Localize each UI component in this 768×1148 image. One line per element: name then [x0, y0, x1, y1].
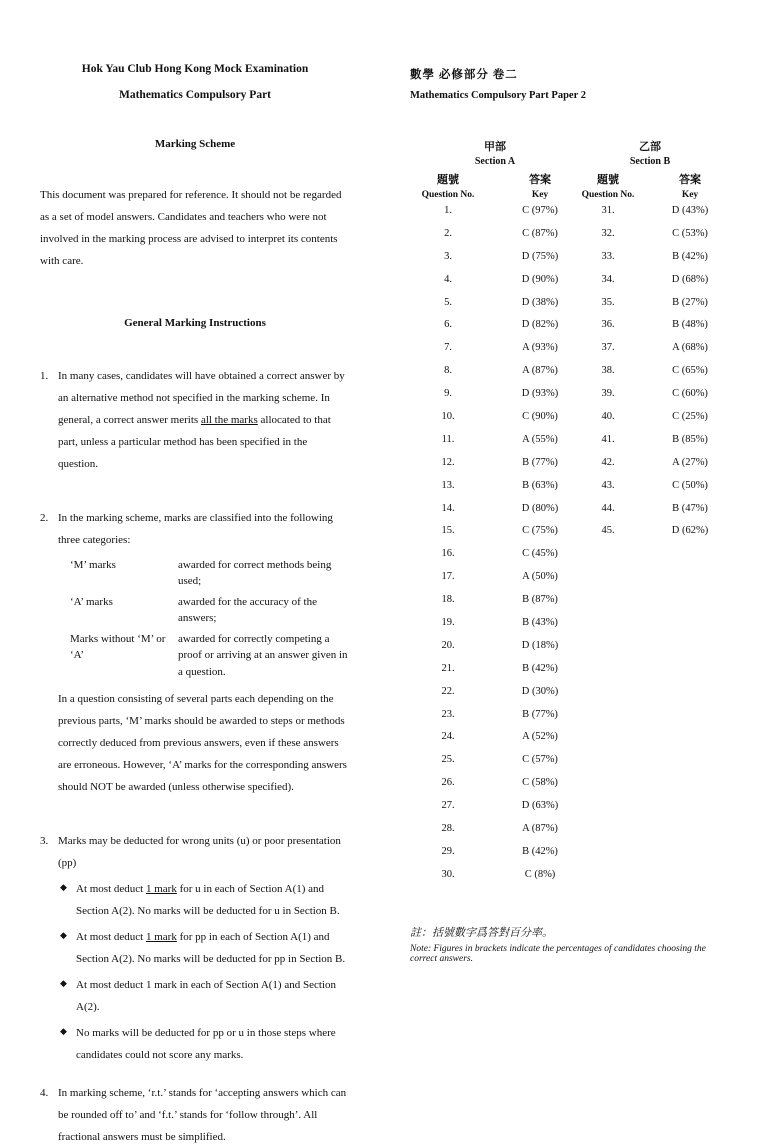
- exam-title: Hok Yau Club Hong Kong Mock Examination: [81, 63, 309, 75]
- answer-key: B (77%): [522, 456, 558, 468]
- answer-key: A (87%): [522, 823, 558, 835]
- question-number: 7.: [444, 342, 452, 354]
- answer-row: [580, 480, 720, 503]
- answer-key: C (97%): [522, 205, 558, 216]
- answer-row: [420, 709, 570, 732]
- mark-category-row: [70, 592, 350, 629]
- answer-row: [420, 434, 570, 457]
- deduction-rules-list: [58, 878, 350, 1066]
- question-number: 39.: [601, 388, 615, 400]
- question-number: 19.: [441, 617, 455, 629]
- question-number: 37.: [601, 342, 615, 354]
- answer-key: D (68%): [671, 273, 709, 285]
- answer-key: D (63%): [521, 800, 559, 812]
- answer-key: D (62%): [671, 525, 709, 537]
- answer-row: [420, 800, 570, 823]
- key-header: [510, 171, 570, 200]
- answer-key: D (82%): [521, 319, 559, 331]
- instruction-text: In many cases, candidates will have obtained a correct answer by an alternative method not specified in the marking scheme. In general, a correct answer merits: [58, 369, 345, 426]
- answer-row: [580, 457, 720, 480]
- answer-row: [420, 869, 570, 892]
- answer-key: C (25%): [672, 411, 708, 423]
- question-number: 12.: [441, 456, 455, 468]
- answer-key: A (27%): [672, 456, 708, 468]
- question-no-header: [420, 171, 476, 200]
- answer-row: [420, 640, 570, 663]
- answer-row: [420, 228, 570, 251]
- answer-key: D (93%): [521, 388, 559, 400]
- instruction-3: [40, 830, 350, 1066]
- question-number: 23.: [441, 708, 455, 720]
- question-number: 9.: [444, 388, 452, 400]
- bullet-icon: ◆: [60, 930, 67, 941]
- answer-key: A (55%): [522, 433, 558, 445]
- instruction-4: [40, 1082, 350, 1148]
- section-b: [580, 138, 720, 548]
- answer-key: C (65%): [672, 365, 708, 377]
- answer-key: B (87%): [522, 594, 558, 606]
- question-number: 2.: [444, 227, 452, 239]
- instruction-number: 4.: [40, 1087, 49, 1100]
- question-number: 20.: [441, 639, 455, 651]
- answer-row: [420, 297, 570, 320]
- answer-row: [580, 297, 720, 320]
- bullet-icon: ◆: [60, 882, 67, 893]
- answer-row: [420, 319, 570, 342]
- answer-row: [580, 434, 720, 457]
- answer-row: [580, 503, 720, 526]
- answer-key: A (87%): [522, 365, 558, 377]
- instruction-number: 3.: [40, 835, 49, 848]
- rule-underlined-text: 1 mark: [145, 931, 177, 944]
- answer-key: C (57%): [522, 754, 558, 766]
- answer-key: C (58%): [522, 777, 558, 789]
- answer-key: D (38%): [521, 296, 559, 308]
- question-number: 41.: [601, 433, 615, 445]
- answer-key: B (42%): [522, 845, 558, 857]
- answer-row: [420, 457, 570, 480]
- question-number: 3.: [444, 250, 452, 262]
- answer-row: [420, 823, 570, 846]
- answer-key: B (85%): [672, 433, 708, 445]
- answer-row: [420, 777, 570, 800]
- question-number: 31.: [601, 205, 615, 216]
- section-b-answers: [580, 205, 720, 548]
- question-number: 18.: [441, 594, 455, 606]
- instruction-number: 2.: [40, 511, 49, 524]
- answer-key: A (93%): [522, 342, 558, 354]
- answer-key: B (48%): [672, 319, 708, 331]
- question-no-header: [580, 171, 636, 200]
- mark-category-name: ‘M’ marks: [70, 558, 116, 571]
- question-no-header-chinese: 題號: [437, 174, 459, 186]
- intro-paragraph: This document was prepared for reference. It should not be regarded as a set of model answers. Candidates and teachers who were not involved in the marking process are advised to interpret its contents with care.: [40, 188, 342, 267]
- question-number: 13.: [441, 479, 455, 491]
- answer-row: [580, 411, 720, 434]
- section-b-heading: Section B: [629, 156, 671, 167]
- question-number: 8.: [444, 365, 452, 377]
- instruction-underlined-text: all the marks: [200, 413, 258, 426]
- question-number: 30.: [441, 868, 455, 880]
- answer-row: [420, 342, 570, 365]
- answer-key: C (53%): [672, 227, 708, 239]
- rule-text: for u in each of Section A(1) and Section A(2). No marks will be deducted for u in Section B.: [76, 883, 340, 918]
- question-number: 27.: [441, 800, 455, 812]
- answer-row: [580, 251, 720, 274]
- question-number: 29.: [441, 845, 455, 857]
- answer-key: B (43%): [522, 617, 558, 629]
- question-number: 4.: [444, 273, 452, 285]
- deduction-rule: [58, 1022, 350, 1066]
- answer-row: [580, 388, 720, 411]
- answer-key: B (63%): [522, 479, 558, 491]
- answer-row: [420, 503, 570, 526]
- question-no-header-chinese: 題號: [597, 174, 619, 186]
- answer-key: D (75%): [521, 250, 559, 262]
- answer-row: [420, 617, 570, 640]
- bullet-icon: ◆: [60, 1026, 67, 1037]
- rule-text: No marks will be deducted for pp or u in those steps where candidates could not score any marks.: [76, 1027, 336, 1062]
- question-number: 16.: [441, 548, 455, 560]
- answer-row: [580, 342, 720, 365]
- key-header-label: Key: [531, 190, 549, 200]
- answer-row: [420, 205, 570, 228]
- mark-category-desc: awarded for correct methods being used;: [178, 558, 332, 588]
- answer-row: [580, 228, 720, 251]
- question-number: 44.: [601, 502, 615, 514]
- question-number: 25.: [441, 754, 455, 766]
- question-number: 26.: [441, 777, 455, 789]
- answer-row: [420, 548, 570, 571]
- footnote-text: Note: Figures in brackets indicate the percentages of candidates choosing the correct answers.: [410, 944, 706, 964]
- answer-row: [420, 480, 570, 503]
- question-number: 14.: [441, 502, 455, 514]
- general-marking-instructions-heading: General Marking Instructions: [124, 316, 266, 329]
- footnote-chinese: 註：括號數字爲答對百分率。: [410, 927, 553, 939]
- bullet-icon: ◆: [60, 978, 67, 989]
- answer-key: B (77%): [522, 708, 558, 720]
- rule-text: for pp in each of Section A(1) and Section A(2). No marks will be deducted for pp in Section B.: [76, 931, 346, 966]
- deduction-rule: [58, 926, 350, 970]
- mark-category-row: [70, 555, 350, 592]
- answer-key: D (80%): [521, 502, 559, 514]
- mark-category-desc: awarded for the accuracy of the answers;: [178, 595, 317, 625]
- footnote: [410, 924, 730, 964]
- answer-row: [420, 365, 570, 388]
- answer-row: [420, 525, 570, 548]
- key-header: [660, 171, 720, 200]
- answer-key: C (60%): [672, 388, 708, 400]
- rule-underlined-text: 1 mark: [145, 883, 177, 896]
- section-a: [420, 138, 570, 892]
- deduction-rule: [58, 974, 350, 1018]
- instruction-text: Marks may be deducted for wrong units (u) or poor presentation (pp): [58, 835, 341, 870]
- rule-text: At most deduct 1 mark in each of Section A(1) and Section A(2).: [76, 979, 336, 1014]
- answer-key: D (18%): [521, 639, 559, 651]
- question-number: 36.: [601, 319, 615, 331]
- question-number: 42.: [601, 456, 615, 468]
- question-number: 10.: [441, 411, 455, 423]
- mark-category-name: Marks without ‘M’ or ‘A’: [70, 632, 166, 662]
- section-b-column-headers: [580, 171, 720, 205]
- section-a-heading-chinese: 甲部: [484, 141, 506, 153]
- answer-key: A (50%): [522, 571, 558, 583]
- question-no-header-label: Question No.: [421, 190, 475, 200]
- answer-row: [420, 846, 570, 869]
- answer-row: [580, 365, 720, 388]
- paper-title-chinese: 數學 必修部分 卷二: [410, 69, 518, 81]
- mark-categories-table: [70, 555, 350, 683]
- question-number: 22.: [441, 685, 455, 697]
- answer-row: [580, 274, 720, 297]
- question-number: 5.: [444, 296, 452, 308]
- key-header-chinese: 答案: [679, 174, 701, 186]
- answer-row: [420, 663, 570, 686]
- key-header-chinese: 答案: [529, 174, 551, 186]
- instruction-1: [40, 365, 350, 475]
- section-a-heading: Section A: [474, 156, 516, 167]
- instruction-2: [40, 507, 350, 799]
- answer-key: D (30%): [521, 685, 559, 697]
- answer-row: [420, 274, 570, 297]
- question-number: 38.: [601, 365, 615, 377]
- answer-row: [420, 411, 570, 434]
- question-number: 11.: [441, 433, 455, 445]
- answer-row: [420, 754, 570, 777]
- answer-key-column: [410, 66, 730, 964]
- question-number: 34.: [601, 273, 615, 285]
- question-number: 45.: [601, 525, 615, 537]
- section-a-column-headers: [420, 171, 570, 205]
- answer-key: B (27%): [672, 296, 708, 308]
- question-no-header-label: Question No.: [581, 190, 635, 200]
- answer-row: [420, 388, 570, 411]
- answer-key: C (8%): [524, 868, 556, 880]
- answer-row: [580, 205, 720, 228]
- question-number: 35.: [601, 296, 615, 308]
- instruction-text: In marking scheme, ‘r.t.’ stands for ‘accepting answers which can be rounded off to’ and ‘f.t.’ stands for ‘follow through’. All fractional answers must be simplified.: [58, 1087, 347, 1144]
- answer-row: [420, 731, 570, 754]
- answer-row: [420, 251, 570, 274]
- question-number: 15.: [441, 525, 455, 537]
- mark-category-row: [70, 629, 350, 683]
- answer-key: C (50%): [672, 479, 708, 491]
- answer-key: A (52%): [522, 731, 558, 743]
- section-b-heading-chinese: 乙部: [639, 141, 661, 153]
- question-number: 24.: [441, 731, 455, 743]
- answer-row: [580, 319, 720, 342]
- paper-title: Mathematics Compulsory Part Paper 2: [410, 90, 586, 101]
- rule-text: At most deduct: [76, 883, 146, 896]
- answer-key: B (47%): [672, 502, 708, 514]
- answer-key: A (68%): [672, 342, 708, 354]
- answer-row: [580, 525, 720, 548]
- mark-category-desc: awarded for correctly competing a proof or arriving at an answer given in a question.: [178, 632, 348, 678]
- question-number: 1.: [444, 205, 452, 216]
- answer-key: C (45%): [522, 548, 558, 560]
- instructions-column: [40, 62, 350, 1148]
- rule-text: At most deduct: [76, 931, 146, 944]
- instruction-text: In a question consisting of several parts each depending on the previous parts, ‘M’ marks should be awarded to steps or methods correctly deduced from previous answers, even if these answers are erroneous. However, ‘A’ marks for the corresponding answers should NOT be awarded (unless otherwise specified).: [58, 693, 347, 794]
- answer-row: [420, 571, 570, 594]
- question-number: 21.: [441, 662, 455, 674]
- answer-row: [420, 686, 570, 709]
- answer-key: C (90%): [522, 411, 558, 423]
- question-number: 28.: [441, 823, 455, 835]
- answer-key: D (43%): [671, 205, 709, 216]
- instruction-text: allocated to that part, unless a particular method has been specified in the question.: [58, 413, 331, 470]
- question-number: 17.: [441, 571, 455, 583]
- answer-row: [420, 594, 570, 617]
- key-header-label: Key: [681, 190, 699, 200]
- exam-subtitle: Mathematics Compulsory Part: [118, 88, 272, 101]
- instruction-text: In the marking scheme, marks are classified into the following three categories:: [58, 511, 333, 546]
- answer-key: B (42%): [522, 662, 558, 674]
- answer-key: C (87%): [522, 227, 558, 239]
- answer-key: C (75%): [522, 525, 558, 537]
- section-a-answers: [420, 205, 570, 892]
- question-number: 40.: [601, 411, 615, 423]
- question-number: 32.: [601, 227, 615, 239]
- marking-scheme-heading: Marking Scheme: [154, 138, 236, 151]
- question-number: 43.: [601, 479, 615, 491]
- question-number: 33.: [601, 250, 615, 262]
- deduction-rule: [58, 878, 350, 922]
- question-number: 6.: [444, 319, 452, 331]
- mark-category-name: ‘A’ marks: [70, 595, 113, 608]
- answer-key: B (42%): [672, 250, 708, 262]
- instruction-number: 1.: [40, 369, 49, 382]
- answer-key: D (90%): [521, 273, 559, 285]
